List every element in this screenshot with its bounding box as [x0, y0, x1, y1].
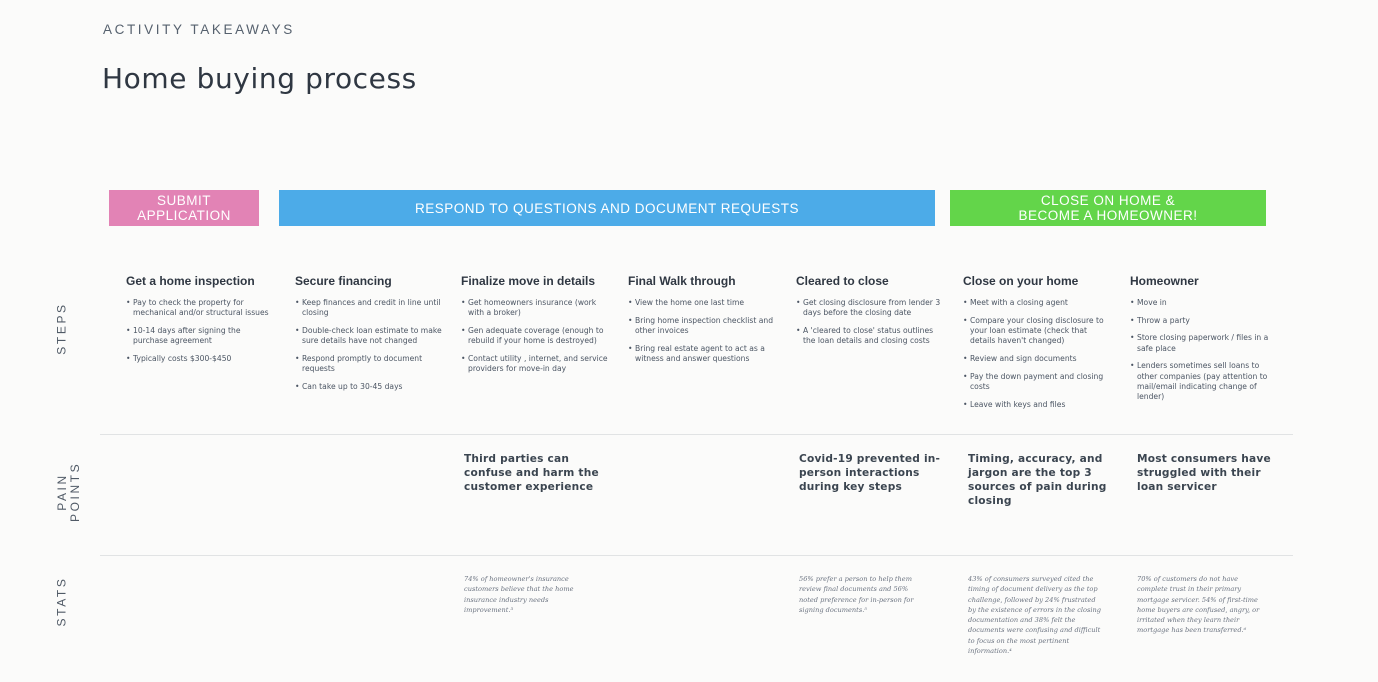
stat-servicer-trust: 70% of customers do not have complete trust in their primary mortgage servicer. 54% of first-time home buyers are confused, angry, or irritated when they learn their mortgage has been transferred.⁶	[1137, 575, 1260, 635]
step-bullet: • Double-check loan estimate to make sure details have not changed	[295, 326, 445, 347]
phase-label: SUBMIT APPLICATION	[137, 193, 231, 223]
step-column-final-walk-through	[628, 274, 778, 372]
step-bullet: • Meet with a closing agent	[963, 298, 1113, 308]
row-label-pain-points	[55, 461, 82, 522]
pain-point-timing-accuracy: Timing, accuracy, and jargon are the top 3 sources of pain during closing	[968, 453, 1107, 507]
phase-respond-to-requests	[279, 190, 935, 226]
step-bullets	[295, 298, 445, 392]
step-title: Secure financing	[295, 274, 392, 288]
step-bullet: • Throw a party	[1130, 316, 1280, 326]
step-column-cleared-to-close	[796, 274, 946, 354]
step-bullet: • A 'cleared to close' status outlines the loan details and closing costs	[796, 326, 946, 347]
step-title: Close on your home	[963, 274, 1079, 288]
step-bullet: • Keep finances and credit in line until closing	[295, 298, 445, 319]
step-column-finalize-move-in	[461, 274, 611, 382]
step-bullet: • Leave with keys and files	[963, 400, 1113, 410]
phase-label: RESPOND TO QUESTIONS AND DOCUMENT REQUESTS	[414, 200, 800, 216]
step-bullet: • Can take up to 30-45 days	[295, 382, 445, 392]
step-bullet: • View the home one last time	[628, 298, 778, 308]
step-bullets	[1130, 298, 1280, 403]
stat-in-person: 56% prefer a person to help them review final documents and 56% noted preference for in-person for signing documents.⁵	[799, 575, 914, 614]
page-title: Home buying process	[102, 62, 417, 95]
row-divider	[100, 555, 1293, 556]
step-column-home-inspection	[126, 274, 276, 372]
phase-submit-application	[109, 190, 259, 226]
pain-point-loan-servicer: Most consumers have struggled with their loan servicer	[1137, 453, 1271, 493]
step-bullet: • 10-14 days after signing the purchase agreement	[126, 326, 276, 347]
phase-label: CLOSE ON HOME & BECOME A HOMEOWNER!	[1018, 193, 1198, 223]
step-bullet: • Store closing paperwork / files in a safe place	[1130, 333, 1280, 354]
step-bullet: • Review and sign documents	[963, 354, 1113, 364]
step-bullet: • Get homeowners insurance (work with a broker)	[461, 298, 611, 319]
row-label-stats	[54, 576, 69, 627]
eyebrow-label: ACTIVITY TAKEAWAYS	[103, 22, 295, 37]
pain-point-third-parties: Third parties can confuse and harm the customer experience	[464, 453, 599, 493]
row-label-pain-points-text: PAIN POINTS	[55, 461, 82, 522]
step-bullet: • Typically costs $300-$450	[126, 354, 276, 364]
step-title: Cleared to close	[796, 274, 889, 288]
step-bullet: • Bring real estate agent to act as a witness and answer questions	[628, 344, 778, 365]
step-bullet: • Pay the down payment and closing costs	[963, 372, 1113, 393]
stat-insurance: 74% of homeowner's insurance customers believe that the home insurance industry needs improvement.³	[464, 575, 574, 614]
step-bullet: • Get closing disclosure from lender 3 days before the closing date	[796, 298, 946, 319]
step-bullet: • Respond promptly to document requests	[295, 354, 445, 375]
step-title: Get a home inspection	[126, 274, 255, 288]
phase-close-on-home	[950, 190, 1266, 226]
step-bullet: • Bring home inspection checklist and other invoices	[628, 316, 778, 337]
step-title: Final Walk through	[628, 274, 736, 288]
step-bullets	[796, 298, 946, 347]
step-bullet: • Contact utility , internet, and service providers for move-in day	[461, 354, 611, 375]
step-column-close-on-home	[963, 274, 1113, 417]
step-column-secure-financing	[295, 274, 445, 400]
row-label-steps	[54, 302, 69, 355]
step-bullets	[461, 298, 611, 375]
pain-point-covid: Covid-19 prevented in-person interactions during key steps	[799, 453, 941, 493]
step-bullets	[628, 298, 778, 364]
step-bullet: • Pay to check the property for mechanical and/or structural issues	[126, 298, 276, 319]
step-bullets	[126, 298, 276, 364]
step-bullet: • Gen adequate coverage (enough to rebuild if your home is destroyed)	[461, 326, 611, 347]
step-column-homeowner	[1130, 274, 1280, 410]
row-divider	[100, 434, 1293, 435]
row-label-steps-text: STEPS	[54, 302, 69, 355]
stat-document-delivery: 43% of consumers surveyed cited the timing of document delivery as the top challenge, followed by 24% frustrated by the existence of errors in the closing documentation and 38% felt the documents were confusing and difficult to focus on the most pertinent information.⁴	[968, 575, 1101, 656]
row-label-stats-text: STATS	[54, 576, 69, 627]
step-title: Homeowner	[1130, 274, 1199, 288]
step-title: Finalize move in details	[461, 274, 596, 288]
step-bullet: • Move in	[1130, 298, 1280, 308]
step-bullets	[963, 298, 1113, 410]
step-bullet: • Compare your closing disclosure to your loan estimate (check that details haven't changed)	[963, 316, 1113, 347]
step-bullet: • Lenders sometimes sell loans to other companies (pay attention to mail/email indicating change of lender)	[1130, 361, 1280, 403]
